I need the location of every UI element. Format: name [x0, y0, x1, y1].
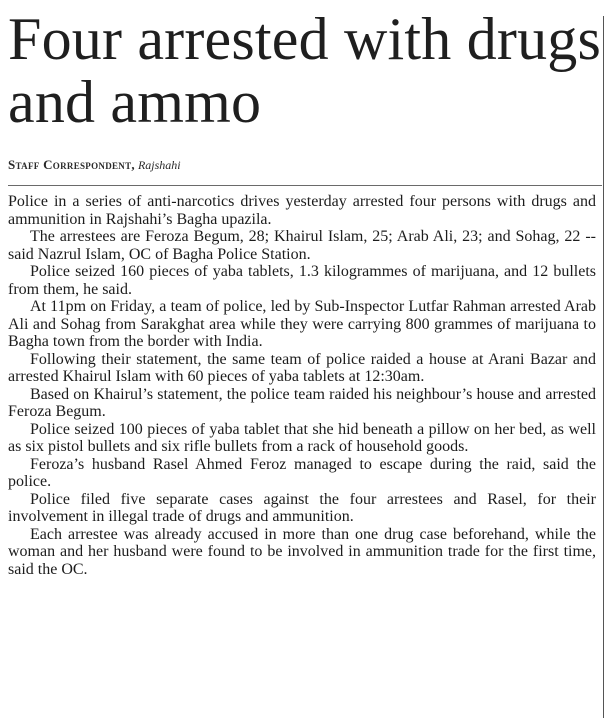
- byline-place: Rajshahi: [137, 158, 181, 172]
- byline-divider: [8, 185, 602, 186]
- paragraph: Police filed five separate cases against the four arrestees and Rasel, for their involvement in illegal trade of drugs and ammunition.: [8, 490, 596, 525]
- column-rule: [603, 16, 604, 718]
- paragraph: The arrestees are Feroza Begum, 28; Khairul Islam, 25; Arab Ali, 23; and Sohag, 22 -- said Nazrul Islam, OC of Bagha Police Station.: [8, 228, 596, 263]
- article-body: [8, 193, 596, 578]
- paragraph: Each arrestee was already accused in more than one drug case beforehand, while the woman and her husband were found to be involved in ammunition trade for the first time, said the OC.: [8, 525, 596, 578]
- byline-correspondent: Staff Correspondent,: [8, 157, 135, 172]
- paragraph: Police seized 160 pieces of yaba tablets, 1.3 kilogrammes of marijuana, and 12 bullets from them, he said.: [8, 263, 596, 298]
- paragraph: Following their statement, the same team of police raided a house at Arani Bazar and arrested Khairul Islam with 60 pieces of yaba tablets at 12:30am.: [8, 350, 596, 385]
- article-headline: Four arrested with drugs and ammo: [8, 6, 602, 135]
- paragraph: Police seized 100 pieces of yaba tablet that she hid beneath a pillow on her bed, as well as six pistol bullets and six rifle bullets from a rack of household goods.: [8, 420, 596, 455]
- paragraph: Based on Khairul’s statement, the police team raided his neighbour’s house and arrested Feroza Begum.: [8, 385, 596, 420]
- paragraph: Police in a series of anti-narcotics drives yesterday arrested four persons with drugs and ammunition in Rajshahi’s Bagha upazila.: [8, 193, 596, 228]
- paragraph: At 11pm on Friday, a team of police, led by Sub-Inspector Lutfar Rahman arrested Arab Ali and Sohag from Sarakghat area while they were carrying 800 grammes of marijuana to Bagha town from the border with India.: [8, 298, 596, 350]
- paragraph: Feroza’s husband Rasel Ahmed Feroz managed to escape during the raid, said the police.: [8, 455, 596, 490]
- byline: [8, 157, 181, 173]
